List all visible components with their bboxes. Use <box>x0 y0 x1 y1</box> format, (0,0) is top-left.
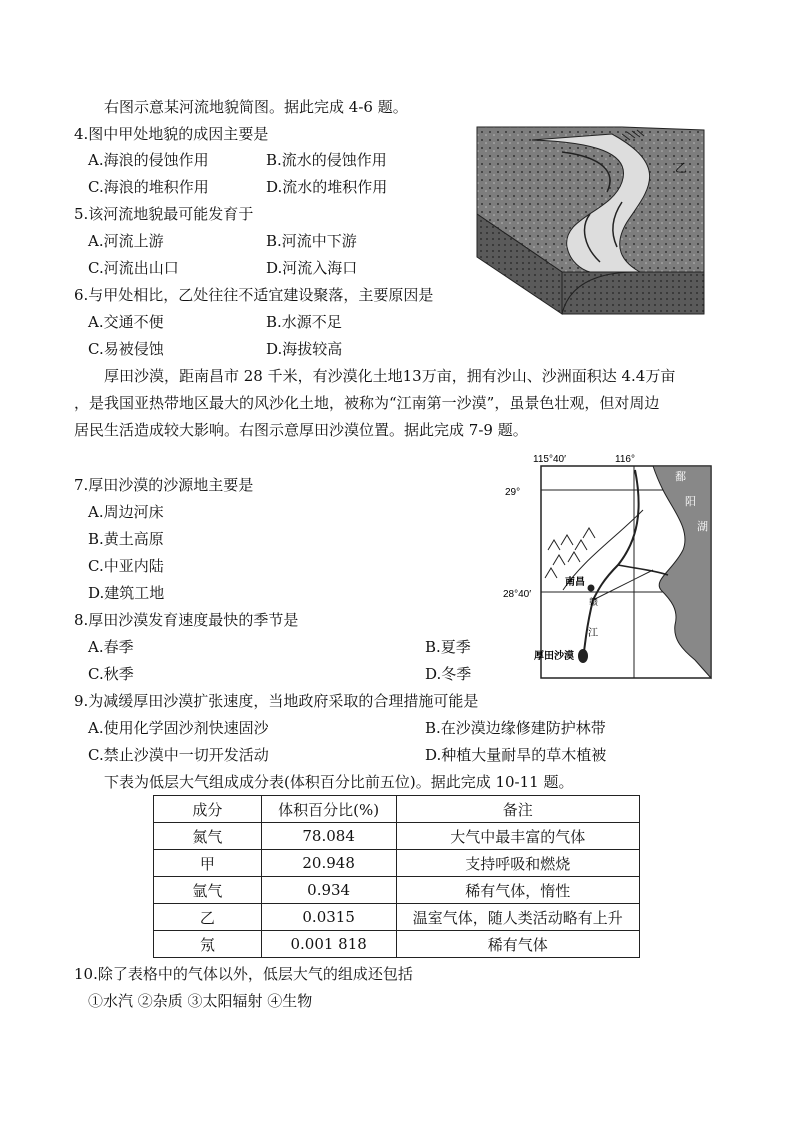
q6-option-d: D.海拔较高 <box>266 340 343 358</box>
passage-line-1: 厚田沙漠，距南昌市 28 千米，有沙漠化土地13万亩，拥有沙山、沙洲面积达 4.4万亩 <box>104 367 676 385</box>
q5-stem: 5.该河流地貌最可能发育于 <box>74 205 254 223</box>
city-nanchang-label: 南昌 <box>565 577 585 588</box>
q9-option-c: C.禁止沙漠中一切开发活动 <box>88 746 269 764</box>
river-landform-figure <box>472 122 710 316</box>
q6-option-b: B.水源不足 <box>266 313 342 331</box>
lake-label-yang: 阳 <box>685 495 696 508</box>
cell-component: 氮气 <box>154 823 262 850</box>
q7-option-a: A.周边河床 <box>88 503 164 521</box>
lake-label-po: 鄱 <box>675 470 686 483</box>
q4-option-d: D.流水的堆积作用 <box>266 178 388 196</box>
lat-28-40-label: 28°40′ <box>503 589 532 600</box>
q5-option-b: B.河流中下游 <box>266 232 357 250</box>
intro-4-6: 右图示意某河流地貌简图。据此完成 4-6 题。 <box>104 98 408 116</box>
cell-remark: 稀有气体 <box>396 931 639 958</box>
cell-percent: 0.934 <box>261 877 396 904</box>
cell-remark: 温室气体，随人类活动略有上升 <box>396 904 639 931</box>
cell-component: 乙 <box>154 904 262 931</box>
q6-option-a: A.交通不便 <box>88 313 164 331</box>
header-component: 成分 <box>154 796 262 823</box>
q8-option-a: A.春季 <box>88 638 134 656</box>
table-row <box>154 823 640 850</box>
q9-option-b: B.在沙漠边缘修建防护林带 <box>425 719 606 737</box>
table-header-row <box>154 796 640 823</box>
q5-option-d: D.河流入海口 <box>266 259 358 277</box>
q6-stem: 6.与甲处相比，乙处往往不适宜建设聚落，主要原因是 <box>74 286 434 304</box>
q6-option-c: C.易被侵蚀 <box>88 340 164 358</box>
cell-percent: 20.948 <box>261 850 396 877</box>
q8-stem: 8.厚田沙漠发育速度最快的季节是 <box>74 611 299 629</box>
cell-remark: 稀有气体，惰性 <box>396 877 639 904</box>
houtian-desert-map <box>503 450 718 680</box>
q8-option-c: C.秋季 <box>88 665 134 683</box>
header-volume-percent: 体积百分比(%) <box>261 796 396 823</box>
lon-115-40-label: 115°40′ <box>533 454 566 465</box>
cell-percent: 0.0315 <box>261 904 396 931</box>
river-gan-label: 赣 <box>589 598 599 608</box>
atmosphere-composition-table <box>153 795 640 958</box>
table-row <box>154 877 640 904</box>
q9-option-a: A.使用化学固沙剂快速固沙 <box>88 719 269 737</box>
q4-option-b: B.流水的侵蚀作用 <box>266 151 387 169</box>
q10-options: ①水汽 ②杂质 ③太阳辐射 ④生物 <box>88 992 313 1010</box>
q5-option-c: C.河流出山口 <box>88 259 179 277</box>
passage-line-3: 居民生活造成较大影响。右图示意厚田沙漠位置。据此完成 7-9 题。 <box>74 421 528 439</box>
label-yi: 乙 <box>675 161 688 175</box>
lake-label-hu: 湖 <box>697 520 708 533</box>
table-row <box>154 931 640 958</box>
cell-component: 氖 <box>154 931 262 958</box>
q9-option-d: D.种植大量耐旱的草木植被 <box>425 746 607 764</box>
cell-component: 氩气 <box>154 877 262 904</box>
q7-stem: 7.厚田沙漠的沙源地主要是 <box>74 476 254 494</box>
q4-option-c: C.海浪的堆积作用 <box>88 178 209 196</box>
table-row <box>154 904 640 931</box>
q4-stem: 4.图中甲处地貌的成因主要是 <box>74 125 269 143</box>
cell-component: 甲 <box>154 850 262 877</box>
intro-10-11: 下表为低层大气组成成分表(体积百分比前五位)。据此完成 10-11 题。 <box>104 773 574 791</box>
q7-option-d: D.建筑工地 <box>88 584 165 602</box>
q8-option-b: B.夏季 <box>425 638 471 656</box>
q4-option-a: A.海浪的侵蚀作用 <box>88 151 209 169</box>
cell-remark: 支持呼吸和燃烧 <box>396 850 639 877</box>
q8-option-d: D.冬季 <box>425 665 472 683</box>
lat-29-label: 29° <box>505 487 521 498</box>
cell-percent: 78.084 <box>261 823 396 850</box>
table-row <box>154 850 640 877</box>
cell-percent: 0.001 818 <box>261 931 396 958</box>
q7-option-b: B.黄土高原 <box>88 530 164 548</box>
houtian-desert-label: 厚田沙漠 <box>534 651 574 662</box>
header-remarks: 备注 <box>396 796 639 823</box>
q10-stem: 10.除了表格中的气体以外，低层大气的组成还包括 <box>74 965 413 983</box>
q7-option-c: C.中亚内陆 <box>88 557 164 575</box>
cell-remark: 大气中最丰富的气体 <box>396 823 639 850</box>
passage-line-2: ，是我国亚热带地区最大的风沙化土地，被称为“江南第一沙漠”，虽景色壮观，但对周边 <box>74 394 660 412</box>
q5-option-a: A.河流上游 <box>88 232 164 250</box>
river-jiang-label: 江 <box>588 628 598 639</box>
lon-116-label: 116° <box>615 454 635 465</box>
q9-stem: 9.为减缓厚田沙漠扩张速度，当地政府采取的合理措施可能是 <box>74 692 479 710</box>
